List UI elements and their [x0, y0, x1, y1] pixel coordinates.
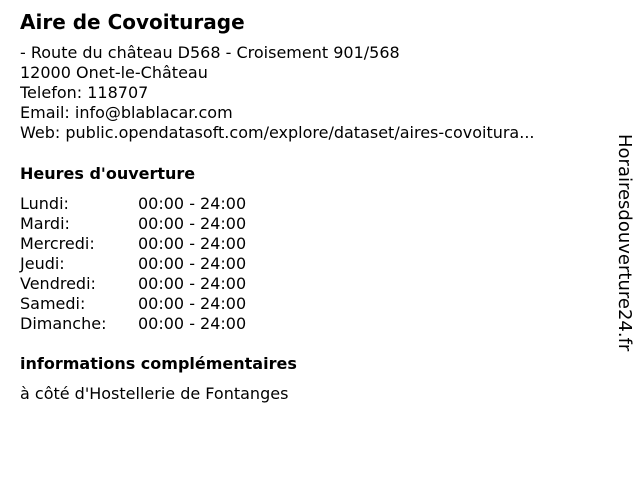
time-range: 00:00 - 24:00 [138, 314, 247, 333]
opening-hours-heading: Heures d'ouverture [20, 164, 196, 183]
hours-row-sunday [20, 314, 246, 334]
address-city: 12000 Onet-le-Château [20, 63, 208, 82]
time-range: 00:00 - 24:00 [138, 254, 247, 273]
time-range: 00:00 - 24:00 [138, 214, 247, 233]
time-range: 00:00 - 24:00 [138, 274, 247, 293]
additional-info-text: à côté d'Hostellerie de Fontanges [20, 384, 289, 403]
opening-hours-table [20, 194, 246, 334]
time-range: 00:00 - 24:00 [138, 294, 247, 313]
day-label: Jeudi: [20, 254, 65, 273]
page-title: Aire de Covoiturage [20, 10, 245, 34]
hours-row-saturday [20, 294, 246, 314]
day-label: Lundi: [20, 194, 69, 213]
web-text: Web: public.opendatasoft.com/explore/dataset/aires-covoitura... [20, 123, 535, 142]
email-text: Email: info@blablacar.com [20, 103, 233, 122]
day-label: Mercredi: [20, 234, 95, 253]
time-range: 00:00 - 24:00 [138, 194, 247, 213]
additional-info-heading: informations complémentaires [20, 354, 297, 373]
address-block [20, 43, 600, 143]
hours-row-monday [20, 194, 246, 214]
site-watermark: Horairesdouverture24.fr [614, 134, 635, 352]
time-range: 00:00 - 24:00 [138, 234, 247, 253]
hours-row-thursday [20, 254, 246, 274]
day-label: Samedi: [20, 294, 86, 313]
hours-row-friday [20, 274, 246, 294]
hours-row-tuesday [20, 214, 246, 234]
day-label: Dimanche: [20, 314, 107, 333]
day-label: Mardi: [20, 214, 70, 233]
hours-row-wednesday [20, 234, 246, 254]
day-label: Vendredi: [20, 274, 96, 293]
address-street: - Route du château D568 - Croisement 901/568 [20, 43, 400, 62]
phone-text: Telefon: 118707 [20, 83, 149, 102]
